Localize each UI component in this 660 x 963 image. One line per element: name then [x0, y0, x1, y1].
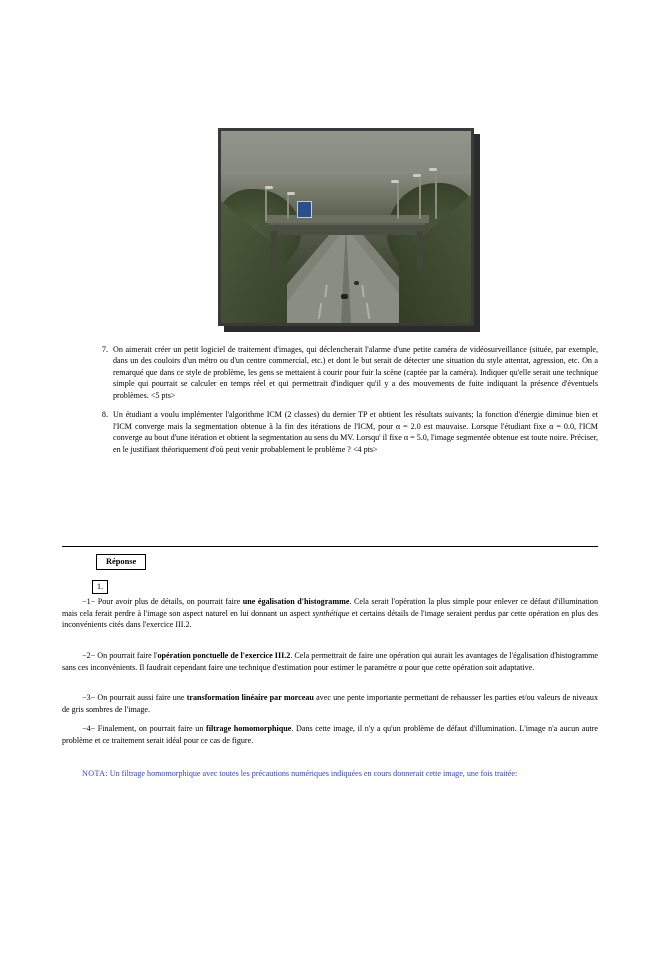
highway-photograph: [221, 131, 471, 323]
street-lamp-head: [429, 168, 437, 171]
answer-runs-3: On pourrait aussi faire une transformation linéaire par morceau avec une pente importante permettant de rehausser les parties et/ou valeurs de niveaux de gris sombres de l'image.: [62, 693, 599, 714]
question-number: 7.: [101, 345, 108, 354]
gantry-left-leg: [271, 231, 277, 271]
nota-text: Un filtrage homomorphique avec toutes les précautions numériques indiquées en cours donnerait cette image, une fois traitée:: [109, 769, 518, 778]
street-lamp-head: [391, 180, 399, 183]
street-lamp-post: [287, 193, 289, 219]
figure-frame: [218, 128, 474, 326]
nota-separator: :: [105, 769, 108, 778]
answer-item-number-box: [92, 580, 108, 594]
blue-road-sign: [297, 201, 312, 218]
street-lamp-head: [287, 192, 295, 195]
overhead-gantry: [269, 223, 425, 235]
question-body: On aimerait créer un petit logiciel de traitement d'images, qui déclencherait l'alarme d'une petite caméra de vidéosurveillance (située, par exemple, dans un des couloirs d'un métro ou d'un centre commercial, etc.) et dont le but serait de détecter une situation du style attentat, agression, etc. On a remarqué que dans ce style de problème, les gens se mettaient à courir pour fuir la scène (captée par la caméra). Indiquer qu'elle serait une technique simple qui pourrait se calculer en temps réel et qui permettrait d'indiquer qu'il y a des mouvements de fuite indiquant la présence d'éventuels problèmes.: [113, 345, 598, 400]
street-lamp-post: [435, 169, 437, 219]
overhead-gantry-deck: [265, 215, 429, 223]
answer-paragraph-2: [62, 650, 598, 673]
answer-paragraph-1: [62, 596, 598, 631]
section-divider: [62, 546, 598, 547]
question-item: [92, 409, 598, 455]
answer-runs-2: On pourrait faire l'opération ponctuelle de l'exercice III.2. Cela permettrait de faire une opération qui aurait les avantages de l'égalisation d'histogramme sans ces inconvénients. Il faudrait cependant faire une technique d'estimation pour estimer le paramètre α pour que cette opération soit adaptative.: [62, 651, 599, 672]
question-body: Un étudiant a voulu implémenter l'algorithme ICM (2 classes) du dernier TP et obtient les résultats suivants; la fonction d'énergie diminue bien et l'ICM converge mais la segmentation obtenue à la fin des itérations de l'ICM, pour α = 2.0 est mauvaise. Lorsque l'étudiant fixe α = 0.0, l'ICM converge au bout d'une itération et obtient la segmentation au sens du MV. Lorsqu' il fixe α = 5.0, l'image segmentée obtenue est toute noire. Préciser, en le justifiant théoriquement d'où peut venir probablement le problème ?: [113, 410, 598, 454]
nota-label: NOTA: [82, 769, 106, 778]
answer-marker-4: −4−: [82, 724, 96, 733]
street-lamp-post: [419, 175, 421, 219]
street-lamp-head: [265, 186, 273, 189]
answer-runs-4: Finalement, on pourrait faire un filtrage homomorphique. Dans cette image, il n'y a qu'un problème de défaut d'illumination. L'image n'a aucun autre problème et ce traitement serait idéal pour ce cas de figure.: [62, 724, 599, 745]
vehicle-on-road: [354, 281, 359, 285]
answer-paragraph-3: [62, 692, 598, 715]
street-lamp-head: [413, 174, 421, 177]
answer-marker-2: −2−: [82, 651, 96, 660]
question-number: 8.: [101, 410, 108, 420]
gantry-right-leg: [417, 231, 423, 271]
answer-item-number: 1.: [97, 582, 103, 591]
answer-heading-box: [96, 554, 146, 570]
question-list: [92, 344, 598, 463]
street-lamp-post: [265, 187, 267, 221]
question-points: <5 pts>: [150, 390, 176, 400]
road-median: [341, 225, 351, 323]
question-points: <4 pts>: [352, 444, 378, 454]
answer-marker-1: −1−: [82, 597, 96, 606]
vehicle-on-road: [341, 294, 348, 299]
highway-photo-figure: [218, 128, 480, 332]
question-item: [92, 344, 598, 401]
answer-runs-1: Pour avoir plus de détails, on pourrait faire une égalisation d'histogramme. Cela serait l'opération la plus simple pour enlever ce défaut d'illumination mais cela ferait perdre à l'image son aspect naturel en lui donnant un aspect synthétique et certains détails de l'image seraient perdus par cette opération en plus des inconvénients cités dans l'exercice III.2.: [62, 597, 599, 630]
answer-heading-label: Réponse: [106, 557, 137, 566]
question-text: [113, 409, 598, 455]
question-text: [113, 344, 598, 401]
street-lamp-post: [397, 181, 399, 219]
answer-paragraph-4: [62, 723, 598, 746]
answer-marker-3: −3−: [82, 693, 96, 702]
nota-block: [62, 768, 598, 780]
